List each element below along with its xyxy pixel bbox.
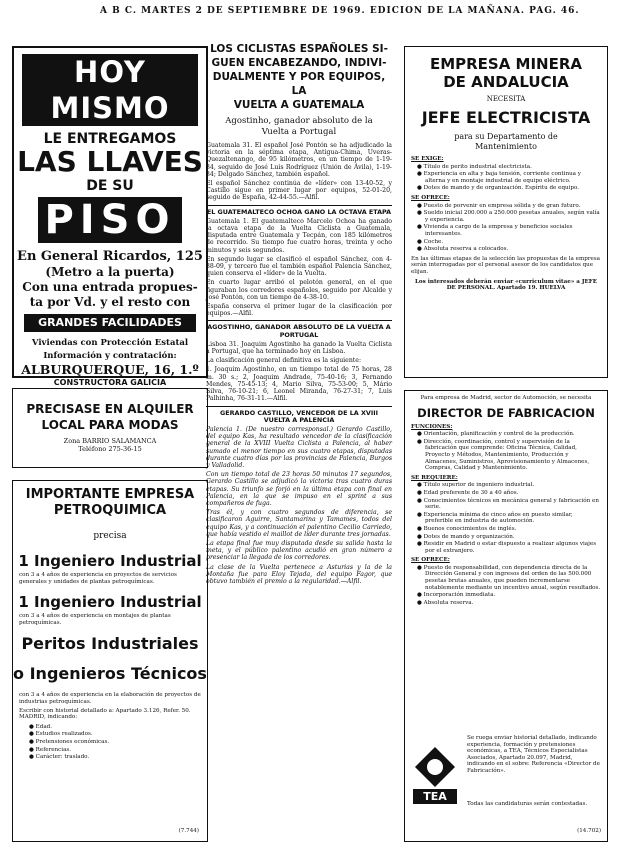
list-item: ● Título superior de ingeniero industrial. (417, 482, 535, 489)
list-item: ● Buenos conocimientos de inglés. (417, 525, 517, 532)
list-item: ● Edad preferente de 30 a 40 años. (417, 489, 519, 496)
hoy-piso: PISO (38, 197, 182, 243)
divider (206, 205, 392, 206)
tea-note: Todas las candidaturas serán contestadas. (467, 801, 588, 807)
petroquimica-ad (12, 480, 208, 842)
director-ofr-heading: SE OFRECE: (411, 557, 450, 564)
section-heading: GERARDO CASTILLO, VENCEDOR DE LA XVIII VUELTA A PALENCIA (220, 408, 378, 424)
tea-logo (411, 745, 459, 805)
tea-logo-text: TEA (423, 790, 447, 803)
list-item: ● Absoluta reserva. (417, 599, 474, 606)
minera-for: para su Departamento de Mantenimiento (454, 132, 558, 151)
section-heading: EL GUATEMALTECO OCHOA GANO LA OCTAVA ETAPA (206, 207, 392, 216)
paragraph: Tras él, y con cuatro segundos de diferencia, se clasificaron Aguirre, Santamarina y Tamames, todos del equipo Kas, y a continuación el palentino Cecilio Carriedo, que había vestido el maillot de líder durante tres jornadas. (206, 509, 392, 538)
minera-send: Los interesados deberán enviar «curriculum vitae» a JEFE DE PERSONAL. Apartado 19. HUELVA (415, 278, 597, 292)
minera-necesita: NECESITA (486, 95, 526, 103)
petro-item: ● Carácter: traslado. (29, 754, 90, 761)
hoy-viv: Viviendas con Protección Estatal (31, 338, 189, 348)
headline-line: DUALMENTE Y POR EQUIPOS, LA (212, 71, 386, 97)
hoy-street: ALBURQUERQUE, 16, 1.º (21, 362, 199, 377)
paragraph: Guatemala 1. El guatemalteco Marcelo Ochoa ha ganado la octava etapa de la Vuelta Ciclista a Guatemala, disputada entre Guatemala y Tecpán, con 185 kilómetros de recorrido. Su tiempo fue cuatro horas, treinta y ocho minutos y seis segundos. (206, 217, 392, 254)
director-req-heading: SE REQUIERE: (411, 474, 458, 481)
hoy-facil: GRANDES FACILIDADES (24, 314, 196, 332)
director-intro: Para empresa de Madrid, sector de Automoción, se necesita (420, 395, 592, 401)
minera-ad (404, 46, 608, 378)
list-item: ● Coche. (417, 238, 444, 245)
cycling-subhead (206, 116, 392, 138)
hoy-addr: En General Ricardos, 125 (17, 249, 203, 264)
director-func-heading: FUNCIONES: (411, 423, 453, 430)
divider (206, 320, 392, 321)
paragraph: En cuarto lugar arribó el pelotón general, en el que figuraban los corredores españoles, seguido por Alcalde y José Pontón, con un tiempo de 4-38-10. (206, 279, 392, 301)
petro-job3-text: con 3 a 4 años de experiencia en la elaboración de proyectos de industrias petroquímicas. (19, 692, 201, 705)
paragraph: La clase de la Vuelta pertenece a Asturias y la de la Montaña fue para Eloy Tejada, del equipo Fagor, que obtuvo también el premio a la regularidad.—Alfil. (206, 563, 392, 585)
director-title: DIRECTOR DE FABRICACION (417, 405, 595, 420)
minera-body (411, 156, 601, 292)
petro-job3a: Peritos Industriales (21, 634, 199, 654)
subhead-line: Vuelta a Portugal (261, 127, 337, 137)
subhead-line: Agostinho, ganador absoluto de la (225, 116, 373, 126)
list-item: ● Experiencia mínima de cinco años en puesto similar, preferible en industria de automoción. (417, 511, 573, 525)
petro-item: ● Referencias. (29, 746, 72, 753)
minera-note: En las últimas etapas de la selección las propuestas de la empresa serán interrogadas por el personal asesor de los candidatos que elijan. (411, 255, 601, 275)
alquiler-line2: LOCAL PARA MODAS (41, 418, 179, 432)
petro-job2-text: con 3 a 4 años de experiencia en montajes de plantas petroquímicas. (19, 613, 171, 626)
minera-title2: DE ANDALUCIA (443, 73, 569, 91)
tea-block (411, 735, 601, 835)
list-item: ● Dotes de mando y de organización. Espíritu de equipo. (417, 185, 580, 192)
list-item: ● Absoluta reserva a colocados. (417, 246, 509, 253)
petro-job3b: o Ingenieros Técnicos (13, 664, 207, 684)
hoy-line3: DE SU (86, 178, 134, 194)
paragraph: En segundo lugar se clasificó el español Sánchez, con 4-38-09, y tercero fue el también español Palencia Sánchez, quien conserva el «líder» de la Vuelta. (206, 255, 392, 278)
director-ref: (14.702) (577, 828, 601, 835)
paragraph: La etapa final fue muy disputada desde su salida hasta la meta, y el público palentino acudió en gran número a presenciar la llegada de los corredores. (206, 539, 392, 562)
alquiler-ad (12, 388, 208, 468)
paragraph: Con un tiempo total de 23 horas 50 minutos 17 segundos, Gerardo Castillo se adjudicó la victoria tras cuatro duras etapas. Su triunfo se forjó en la última etapa con final en Palencia, en la que se impuso en el sprint a sus compañeros de fuga. (206, 471, 392, 507)
tea-text: Se ruega enviar historial detallado, indicando experiencia, formación y pretensiones económicas, a TEA, Técnicos Especialistas Asociados, Apartado 20.097, Madrid, indicando en el sobre: Referencia «Director de Fabricación». (467, 735, 600, 774)
paragraph: El español Sánchez continúa de «líder» con 13-40-52, y Castillo sigue en primer lugar por equipos, 52-01-20, seguido de España, 42-44-55.—Alfil. (206, 180, 392, 202)
list-item: ● Orientación, planificación y control de la producción. (417, 431, 575, 438)
cycling-body (206, 142, 392, 585)
paragraph: Guatemala 31. El español José Pontón se ha adjudicado la victoria en la séptima etapa, Antigua-Chima, Uveras-Quezaltenango, de 95 kilómetros, en un tiempo de 1-19-34, seguido de José Luis Rodríguez (Unión de Ávila), 1-19-34; Delgado Sánchez, también español. (206, 142, 392, 178)
alquiler-line1: PRECISASE EN ALQUILER (26, 402, 194, 416)
list-item: ● Puesto de porvenir en empresa sólida y de gran futuro. (417, 202, 581, 209)
list-item: ● Experiencia en alta y baja tensión, corriente continua y alterna y en montaje industrial de equipo eléctrico. (417, 171, 581, 184)
hoy-title: HOY MISMO (22, 54, 198, 126)
minera-job: JEFE ELECTRICISTA (421, 108, 591, 127)
hoy-cond1: Con una entrada propues- (22, 280, 198, 294)
hoy-line1: LE ENTREGAMOS (43, 131, 177, 147)
alquiler-phone: Teléfono 275-36-15 (78, 445, 142, 453)
minera-exige-heading: SE EXIGE: (411, 156, 444, 162)
divider (206, 406, 392, 407)
section-heading: AGOSTINHO, GANADOR ABSOLUTO DE LA VUELTA A PORTUGAL (207, 323, 391, 339)
list-item: ● Dirección, coordinación, control y supervisión de la fabricación que comprende: Oficina Técnica, Calidad, Proyecto y Métodos, Mantenimiento, Producción y Almacenes, Suministros, Aprovisionamiento y Almacenes, Compras, Calidad y Mantenimiento. (417, 438, 590, 472)
petro-job2: 1 Ingeniero Industrial (18, 593, 202, 612)
petro-items (23, 724, 197, 761)
director-ad (404, 390, 608, 842)
petro-ref: (7.744) (178, 828, 199, 835)
paragraph: 1. Joaquim Agostinho, en un tiempo total de 75 horas, 28 m. 30 s.; 2, Joaquim Andrade, 75-40-16; 3, Fernando Mendes, 75-45-13; 4, Mario Silva, 75-53-00; 5, Mário Silva, 76-10-21; 6, Leonel Miranda, 76-27-31; 7, Luis Palhinha, 76-31-11.—Alfil. (206, 366, 392, 403)
cycling-headline (206, 42, 392, 112)
petro-item: ● Pretensiones económicas. (29, 738, 110, 745)
list-item: ● Vivienda a cargo de la empresa y beneficios sociales interesantes. (417, 224, 573, 237)
headline-line: LOS CICLISTAS ESPAÑOLES SI- (210, 43, 388, 55)
hoy-line2: LAS LLAVES (17, 145, 203, 178)
hoy-metro: (Metro a la puerta) (45, 265, 175, 279)
list-item: ● Puesto de responsabilidad, con dependencia directa de la Dirección General y con ingresos del orden de las 500.000 pesetas brutas anuales, que pueden incrementarse notablemente mediante un incentivo anual, según resultados. (417, 564, 601, 591)
minera-ofrece-heading: SE OFRECE: (411, 194, 450, 201)
petro-job1-text: con 3 a 4 años de experiencia en proyectos de servicios generales y unidades de plantas petroquímicas. (19, 572, 177, 585)
list-item: ● Incorporación inmediata. (417, 592, 496, 599)
director-body (411, 424, 601, 607)
cycling-article (206, 42, 392, 846)
hoy-company: CONSTRUCTORA GALICIA (53, 378, 167, 387)
list-item: ● Conocimientos técnicos en mecánica general y fabricación en serie. (417, 497, 599, 511)
petro-job1: 1 Ingeniero Industrial (18, 552, 202, 570)
minera-title1: EMPRESA MINERA (429, 55, 583, 73)
list-item: ● Sueldo inicial 200.000 a 250.000 pesetas anuales, según valía y experiencia. (417, 210, 600, 223)
headline-line: VUELTA A GUATEMALA (233, 99, 365, 111)
headline-line: GUEN ENCABEZANDO, INDIVI- (211, 57, 387, 69)
petro-write: Escribir con historial detallado a: Apartado 3.126, Refer. 50. MADRID, indicando: (19, 707, 191, 721)
petro-title2: PETROQUIMICA (53, 503, 167, 518)
petro-item: ● Edad. (29, 723, 53, 730)
alquiler-zone: Zona BARRIO SALAMANCA (63, 437, 157, 445)
hoy-mismo-ad (12, 46, 208, 387)
list-item: ● Dotes de mando y organización. (417, 533, 515, 540)
paragraph: España conserva el primer lugar de la clasificación por equipos.—Alfil. (206, 303, 392, 318)
hoy-info: Información y contratación: (43, 351, 177, 361)
petro-title1: IMPORTANTE EMPRESA (25, 487, 195, 502)
hoy-cond2: ta por Vd. y el resto con (29, 295, 191, 309)
paragraph: Palencia 1. (De nuestro corresponsal.) Gerardo Castillo, del equipo Kas, ha resultado vencedor de la clasificación general de la XVIII Vuelta Ciclista a Palencia, al haber sumado el menor tiempo en sus cuatro etapas, disputadas durante cuatro días por las provincias de Palencia, Burgos y Valladolid. (206, 425, 392, 469)
paragraph: La clasificación general definitiva es la siguiente: (206, 357, 362, 365)
paragraph: Lisboa 31. Joaquim Agostinho ha ganado la Vuelta Ciclista a Portugal, que ha terminado hoy en Lisboa. (206, 340, 392, 356)
list-item: ● Residir en Madrid o estar dispuesto a realizar algunos viajes por el extranjero. (417, 541, 597, 554)
list-item: ● Título de perito industrial electricista. (417, 163, 532, 170)
petro-item: ● Estudios realizados. (29, 731, 93, 738)
petro-precisa: precisa (93, 531, 127, 541)
page-header: A B C. MARTES 2 DE SEPTIEMBRE DE 1969. EDICION DE LA MAÑANA. PAG. 46. (100, 6, 580, 16)
